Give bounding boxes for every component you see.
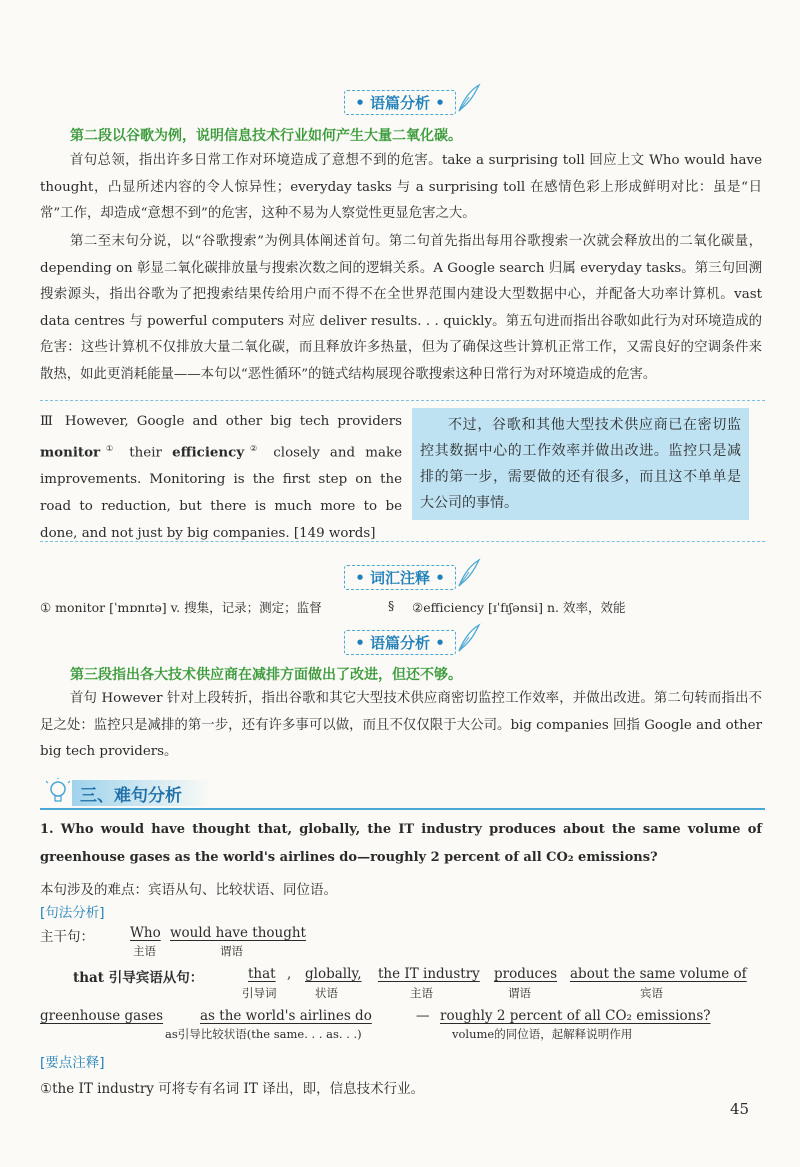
translation-box: 不过，谷歌和其他大型技术供应商已在密切监控其数据中心的工作效率并做出改进。监控只是减排的第一步，需要做的还有很多，而且这不单单是大公司的事情。 xyxy=(412,408,749,520)
key-notes-label: [要点注释] xyxy=(40,1055,105,1071)
main-clause-label: 主干句： xyxy=(40,929,94,945)
tag-row-vocab xyxy=(0,565,800,589)
key-note-1: ①the IT industry 可将专有名词 IT 译出，即，信息技术行业。 xyxy=(40,1081,425,1097)
phrase-that: that xyxy=(248,966,276,982)
divider xyxy=(40,541,765,542)
paragraph-numeral: Ⅲ xyxy=(40,414,57,429)
passage-3-sentence-1: However, Google and other big tech providers xyxy=(64,414,402,429)
role-subject: 主语 xyxy=(410,986,433,1000)
phrase-it-industry: the IT industry xyxy=(378,966,480,982)
that-clause-label: that 引导宾语从句： xyxy=(73,970,204,986)
word-their: their xyxy=(129,445,162,461)
syntax-analysis-label: [句法分析] xyxy=(40,905,105,921)
role-predicate: 谓语 xyxy=(508,986,531,1000)
passage-3-sentence-2: closely and make improvements. Monitoring is the first step on the road to reduction, but there is much more to be done, and not just by big companies. [149 words] xyxy=(40,445,403,542)
tag-label: • 语篇分析 • xyxy=(355,634,445,652)
phrase-greenhouse-gases: greenhouse gases xyxy=(40,1008,164,1024)
phrase-who: Who xyxy=(130,925,161,941)
phrase-about-the-same-volume: about the same volume of xyxy=(570,966,747,982)
word-monitor: monitor xyxy=(40,444,101,461)
analysis-2-heading: 第三段指出各大技术供应商在减排方面做出了改进，但还不够。 xyxy=(70,667,462,683)
analysis-1-paragraph-2: 第二至末句分说，以“谷歌搜索”为例具体阐述首句。第二句首先指出每用谷歌搜索一次就会释放出的二氧化碳量，depending on 彰显二氧化碳排放量与搜索次数之间的逻辑关系。A Google search 归属 everyday tasks。第三句回溯搜索源头，指出谷歌为了把搜索结果传给用户而不得不在全世界范围内建设大型数据中心，并配备大功率计算机。vast data centres 与 powerful computers 对应 deliver results. . . quickly。第五句进而指出谷歌如此行为对环境造成的危害：这些计算机不仅排放大量二氧化碳，而且释放许多热量，但为了确保这些计算机正常工作，又需良好的空调条件来散热，如此更消耗能量——本句以“恶性循环”的链式结构展现谷歌搜索这种日常行为对环境造成的危害。 xyxy=(40,234,762,382)
difficulty-summary: 本句涉及的难点：宾语从句、比较状语、同位语。 xyxy=(40,882,337,898)
difficult-sentence-1: 1. Who would have thought that, globally, the IT industry produces about the same volume of greenhouse gases as the world's airlines do—roughly 2 percent of all CO₂ emissions? xyxy=(40,822,762,865)
analysis-2-paragraph: 首句 However 针对上段转折，指出谷歌和其它大型技术供应商密切监控工作效率，并做出改进。第二句转而指出不足之处：监控只是减排的第一步，还有许多事可以做，而且不仅仅限于大公司。big companies 回指 Google and other big tech providers。 xyxy=(40,691,762,759)
passage-3-english xyxy=(40,408,402,547)
comma: , xyxy=(287,966,292,982)
footnote-2: ② xyxy=(244,444,264,453)
dash: — xyxy=(416,1008,430,1024)
feather-pen-icon xyxy=(455,623,481,653)
discourse-analysis-tag xyxy=(344,90,456,115)
phrase-roughly-2-percent: roughly 2 percent of all CO₂ emissions? xyxy=(440,1008,711,1024)
role-subject: 主语 xyxy=(133,944,156,958)
footnote-1: ① xyxy=(100,444,120,453)
section-heading xyxy=(40,778,765,810)
role-connective: 引导词 xyxy=(242,986,277,1000)
lightbulb-icon xyxy=(46,778,70,806)
tag-label: • 语篇分析 • xyxy=(355,94,445,112)
role-appositive: volume的同位语，起解释说明作用 xyxy=(452,1027,633,1041)
phrase-would-have-thought: would have thought xyxy=(170,925,306,941)
phrase-globally: globally, xyxy=(305,966,362,982)
tag-row-analysis-1 xyxy=(0,90,800,114)
role-predicate: 谓语 xyxy=(220,944,243,958)
vocab-item-efficiency: ②efficiency [ɪˈfɪʃənsi] n. 效率，效能 xyxy=(412,600,626,615)
feather-pen-icon xyxy=(455,558,481,588)
analysis-1-paragraph-1: 首句总领，指出许多日常工作对环境造成了意想不到的危害。take a surprising toll 回应上文 Who would have thought，凸显所述内容的令人惊异性；everyday tasks 与 a surprising toll 在感情色彩上形成鲜明对比：虽是“日常”工作，却造成“意想不到”的危害，这种不易为人察觉性更显危害之大。 xyxy=(40,153,762,221)
tag-label: • 词汇注释 • xyxy=(355,569,445,587)
divider xyxy=(40,400,765,401)
word-efficiency: efficiency xyxy=(172,444,245,461)
phrase-as-the-worlds-airlines-do: as the world's airlines do xyxy=(200,1008,372,1024)
analysis-1-heading: 第二段以谷歌为例，说明信息技术行业如何产生大量二氧化碳。 xyxy=(70,128,462,144)
discourse-analysis-tag xyxy=(344,630,456,655)
page-number: 45 xyxy=(730,1100,750,1118)
vocabulary-notes-tag xyxy=(344,565,456,590)
vocab-item-monitor: ① monitor [ˈmɒnɪtə] v. 搜集，记录；测定；监督 xyxy=(40,600,322,615)
tag-row-analysis-2 xyxy=(0,630,800,654)
feather-pen-icon xyxy=(455,83,481,113)
phrase-produces: produces xyxy=(494,966,558,982)
vocab-separator: § xyxy=(388,598,395,613)
role-adverbial: 状语 xyxy=(315,986,338,1000)
role-object: 宾语 xyxy=(640,986,663,1000)
role-comparative-adverbial: as引导比较状语(the same. . . as. . .) xyxy=(165,1027,362,1041)
section-title: 三、难句分析 xyxy=(80,786,182,806)
